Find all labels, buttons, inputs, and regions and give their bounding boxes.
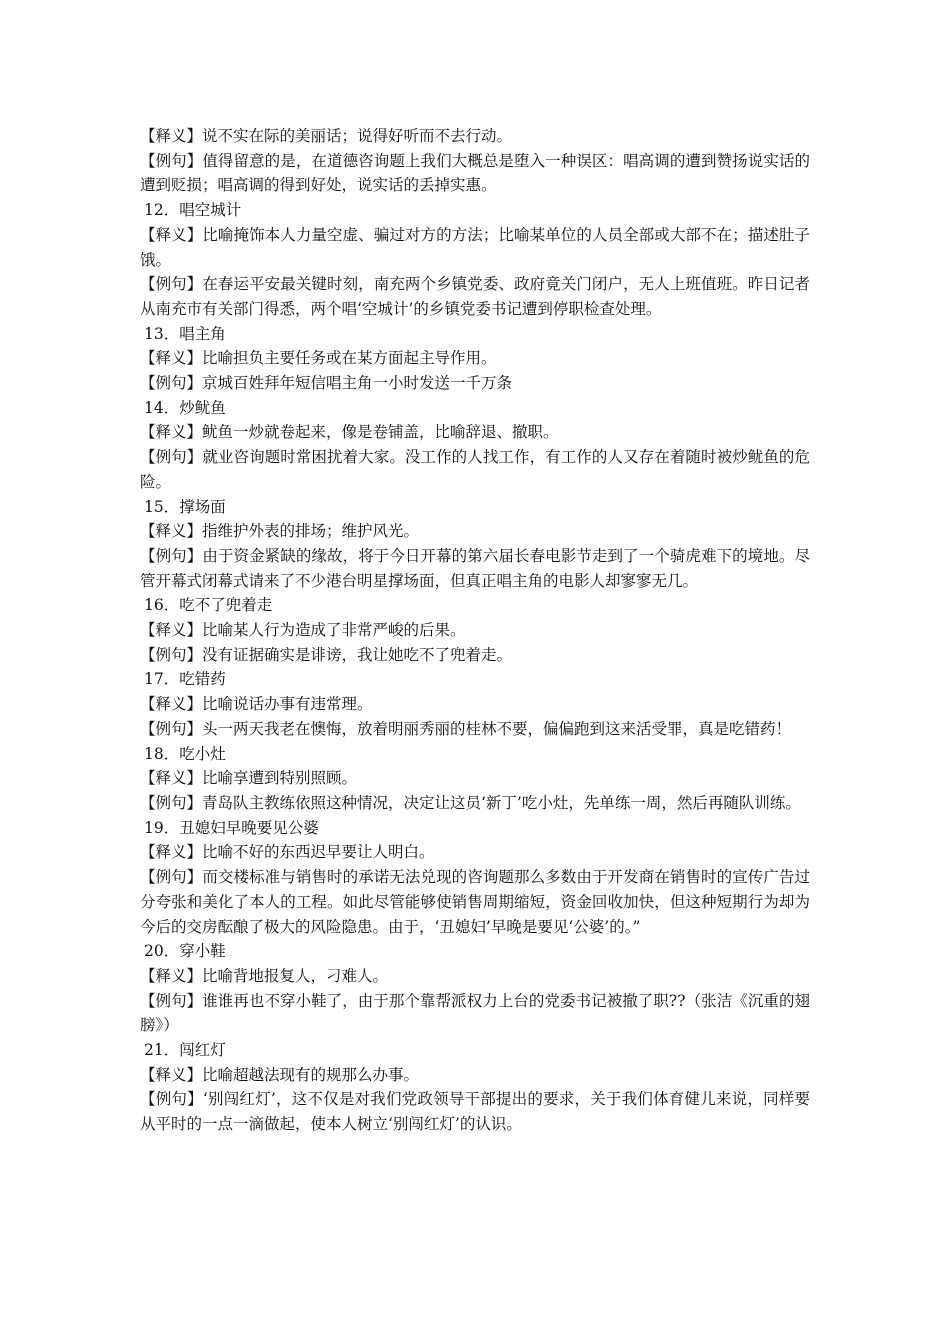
definition-line: 【释义】指维护外表的排场；维护风光。 xyxy=(140,522,420,541)
entry-heading: 18．吃小灶 xyxy=(144,744,226,763)
definition-line: 【释义】说不实在际的美丽话；说得好听而不去行动。 xyxy=(140,127,513,145)
entry-heading: 19．丑媳妇早晚要见公婆 xyxy=(144,818,319,837)
definition-line: 【释义】比喻担负主要任务或在某方面起主导作用。 xyxy=(140,349,497,368)
example-line: 【例句】谁谁再也不穿小鞋了，由于那个靠帮派权力上台的党委书记被撤了职??（张洁《沉重的翅膀》） xyxy=(140,991,810,1035)
definition-line: 【释义】比喻超越法现有的规那么办事。 xyxy=(140,1065,420,1084)
definition-line: 【释义】比喻背地报复人，刁难人。 xyxy=(140,966,389,985)
entry-heading: 12．唱空城计 xyxy=(144,201,242,220)
definition-line: 【释义】比喻享遭到特别照顾。 xyxy=(140,769,358,788)
example-line: 【例句】由于资金紧缺的缘故，将于今日开幕的第六届长春电影节走到了一个骑虎难下的境地。尽管开幕式闭幕式请来了不少港台明星撑场面，但真正唱主角的电影人却寥寥无几。 xyxy=(140,546,810,590)
definition-line: 【释义】鱿鱼一炒就卷起来，像是卷铺盖，比喻辞退、撤职。 xyxy=(140,423,559,442)
example-line: 【例句】‘别闯红灯’，这不仅是对我们党政领导干部提出的要求，关于我们体育健儿来说，同样要从平时的一点一滴做起，使本人树立‘别闯红灯’的认识。 xyxy=(140,1090,810,1134)
entry-heading: 15．撑场面 xyxy=(144,497,226,516)
entry-heading: 14．炒鱿鱼 xyxy=(144,398,226,417)
definition-line: 【释义】比喻掩饰本人力量空虚、骗过对方的方法；比喻某单位的人员全部或大部不在；描述肚子饿。 xyxy=(140,225,810,269)
entry-heading: 21．闯红灯 xyxy=(144,1041,226,1060)
entry-heading: 17．吃错药 xyxy=(144,670,226,689)
example-line: 【例句】而交楼标准与销售时的承诺无法兑现的咨询题那么多数由于开发商在销售时的宣传广告过分夸张和美化了本人的工程。如此尽管能够使销售周期缩短，资金回收加快，但这种短期行为却为今后的交房酝酿了极大的风险隐患。由于，‘丑媳妇’早晚是要见‘公婆’的。” xyxy=(140,868,810,936)
example-line: 【例句】头一两天我老在懊悔，放着明丽秀丽的桂林不要，偏偏跑到这来活受罪，真是吃错药！ xyxy=(140,719,792,738)
entry-heading: 20．穿小鞋 xyxy=(144,942,226,961)
example-line: 【例句】就业咨询题时常困扰着大家。没工作的人找工作，有工作的人又存在着随时被炒鱿鱼的危险。 xyxy=(140,448,810,491)
document-body xyxy=(140,124,810,1137)
example-line: 【例句】青岛队主教练依照这种情况，决定让这员‘新丁’吃小灶，先单练一周，然后再随队训练。 xyxy=(140,793,801,812)
definition-line: 【释义】比喻不好的东西迟早要让人明白。 xyxy=(140,843,435,862)
definition-line: 【释义】比喻说话办事有违常理。 xyxy=(140,695,373,714)
example-line: 【例句】在春运平安最关键时刻，南充两个乡镇党委、政府竟关门闭户，无人上班值班。昨日记者从南充市有关部门得悉，两个唱‘空城计’的乡镇党委书记遭到停职检查处理。 xyxy=(140,275,810,318)
example-line: 【例句】值得留意的是，在道德咨询题上我们大概总是堕入一种误区：唱高调的遭到赞扬说实话的遭到贬损；唱高调的得到好处，说实话的丢掉实惠。 xyxy=(140,151,810,195)
example-line: 【例句】京城百姓拜年短信唱主角一小时发送一千万条 xyxy=(140,374,513,393)
entry-heading: 16．吃不了兜着走 xyxy=(144,596,273,615)
entry-heading: 13．唱主角 xyxy=(144,324,226,343)
definition-line: 【释义】比喻某人行为造成了非常严峻的后果。 xyxy=(140,621,466,640)
example-line: 【例句】没有证据确实是诽谤，我让她吃不了兜着走。 xyxy=(140,645,513,664)
